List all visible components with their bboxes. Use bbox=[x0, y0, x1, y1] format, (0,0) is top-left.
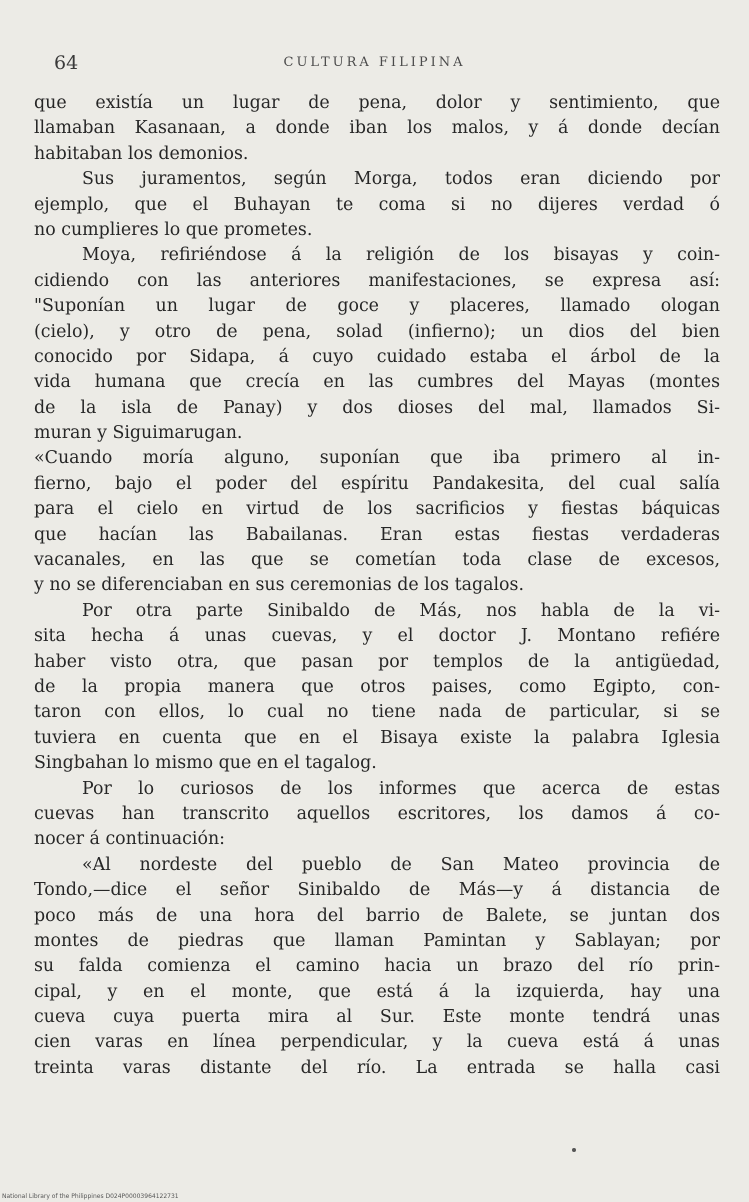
text-line: poco más de una hora del barrio de Balete, se juntan dos bbox=[34, 905, 720, 926]
text-line: Tondo,—dice el señor Sinibaldo de Más—y á distancia de bbox=[34, 880, 720, 901]
text-line: «Al nordeste del pueblo de San Mateo provincia de bbox=[82, 854, 720, 875]
body-text bbox=[34, 91, 720, 1081]
text-line: no cumplieres lo que prometes. bbox=[34, 219, 313, 240]
page-number: 64 bbox=[54, 52, 79, 74]
page-header bbox=[0, 52, 749, 76]
text-line: muran y Siguimarugan. bbox=[34, 423, 243, 444]
text-line: cidiendo con las anteriores manifestaciones, se expresa así: bbox=[34, 270, 720, 291]
text-line: conocido por Sidapa, á cuyo cuidado estaba el árbol de la bbox=[34, 346, 720, 367]
text-line: haber visto otra, que pasan por templos de la antigüedad, bbox=[34, 651, 720, 672]
text-line: sita hecha á unas cuevas, y el doctor J. Montano refiére bbox=[34, 626, 720, 647]
text-line: Por lo curiosos de los informes que acerca de estas bbox=[82, 778, 720, 799]
text-line: cipal, y en el monte, que está á la izquierda, hay una bbox=[34, 981, 720, 1002]
text-line: tuviera en cuenta que en el Bisaya existe la palabra Iglesia bbox=[34, 727, 720, 748]
text-line: para el cielo en virtud de los sacrificios y fiestas báquicas bbox=[34, 499, 720, 520]
text-line: nocer á continuación: bbox=[34, 829, 225, 850]
text-line: que hacían las Babailanas. Eran estas fiestas verdaderas bbox=[34, 524, 720, 545]
text-line: Singbahan lo mismo que en el tagalog. bbox=[34, 753, 377, 774]
text-line: Sus juramentos, según Morga, todos eran diciendo por bbox=[82, 169, 720, 190]
text-line: llamaban Kasanaan, a donde iban los malos, y á donde decían bbox=[34, 118, 720, 139]
text-line: vida humana que crecía en las cumbres del Mayas (montes bbox=[34, 372, 720, 393]
text-line: su falda comienza el camino hacia un brazo del río prin- bbox=[34, 956, 720, 977]
text-line: "Suponían un lugar de goce y placeres, llamado ologan bbox=[34, 296, 720, 317]
library-credit: National Library of the Philippines D024P00003964122731 bbox=[2, 1193, 179, 1200]
text-line: (cielo), y otro de pena, solad (infierno); un dios del bien bbox=[34, 321, 720, 342]
ink-speck bbox=[572, 1148, 576, 1152]
text-line: cueva cuya puerta mira al Sur. Este monte tendrá unas bbox=[34, 1007, 720, 1028]
text-line: vacanales, en las que se cometían toda clase de excesos, bbox=[34, 550, 720, 571]
text-line: habitaban los demonios. bbox=[34, 143, 249, 164]
text-line: cien varas en línea perpendicular, y la cueva está á unas bbox=[34, 1032, 720, 1053]
text-line: Por otra parte Sinibaldo de Más, nos habla de la vi- bbox=[82, 600, 720, 621]
text-line: Moya, refiriéndose á la religión de los bisayas y coin- bbox=[82, 245, 720, 266]
text-line: ejemplo, que el Buhayan te coma si no dijeres verdad ó bbox=[34, 194, 720, 215]
text-line: y no se diferenciaban en sus ceremonias de los tagalos. bbox=[34, 575, 524, 596]
text-line: fierno, bajo el poder del espíritu Pandakesita, del cual salía bbox=[34, 473, 720, 494]
running-title: CULTURA FILIPINA bbox=[283, 55, 466, 70]
text-line: que existía un lugar de pena, dolor y sentimiento, que bbox=[34, 93, 720, 113]
text-line: de la isla de Panay) y dos dioses del mal, llamados Si- bbox=[34, 397, 720, 418]
text-line: montes de piedras que llaman Pamintan y Sablayan; por bbox=[34, 930, 720, 951]
text-line: de la propia manera que otros paises, como Egipto, con- bbox=[34, 676, 720, 697]
text-line: treinta varas distante del río. La entrada se halla casi bbox=[34, 1057, 720, 1078]
text-line: «Cuando moría alguno, suponían que iba primero al in- bbox=[34, 448, 720, 469]
text-line: taron con ellos, lo cual no tiene nada de particular, si se bbox=[34, 702, 720, 723]
text-line: cuevas han transcrito aquellos escritores, los damos á co- bbox=[34, 803, 720, 824]
